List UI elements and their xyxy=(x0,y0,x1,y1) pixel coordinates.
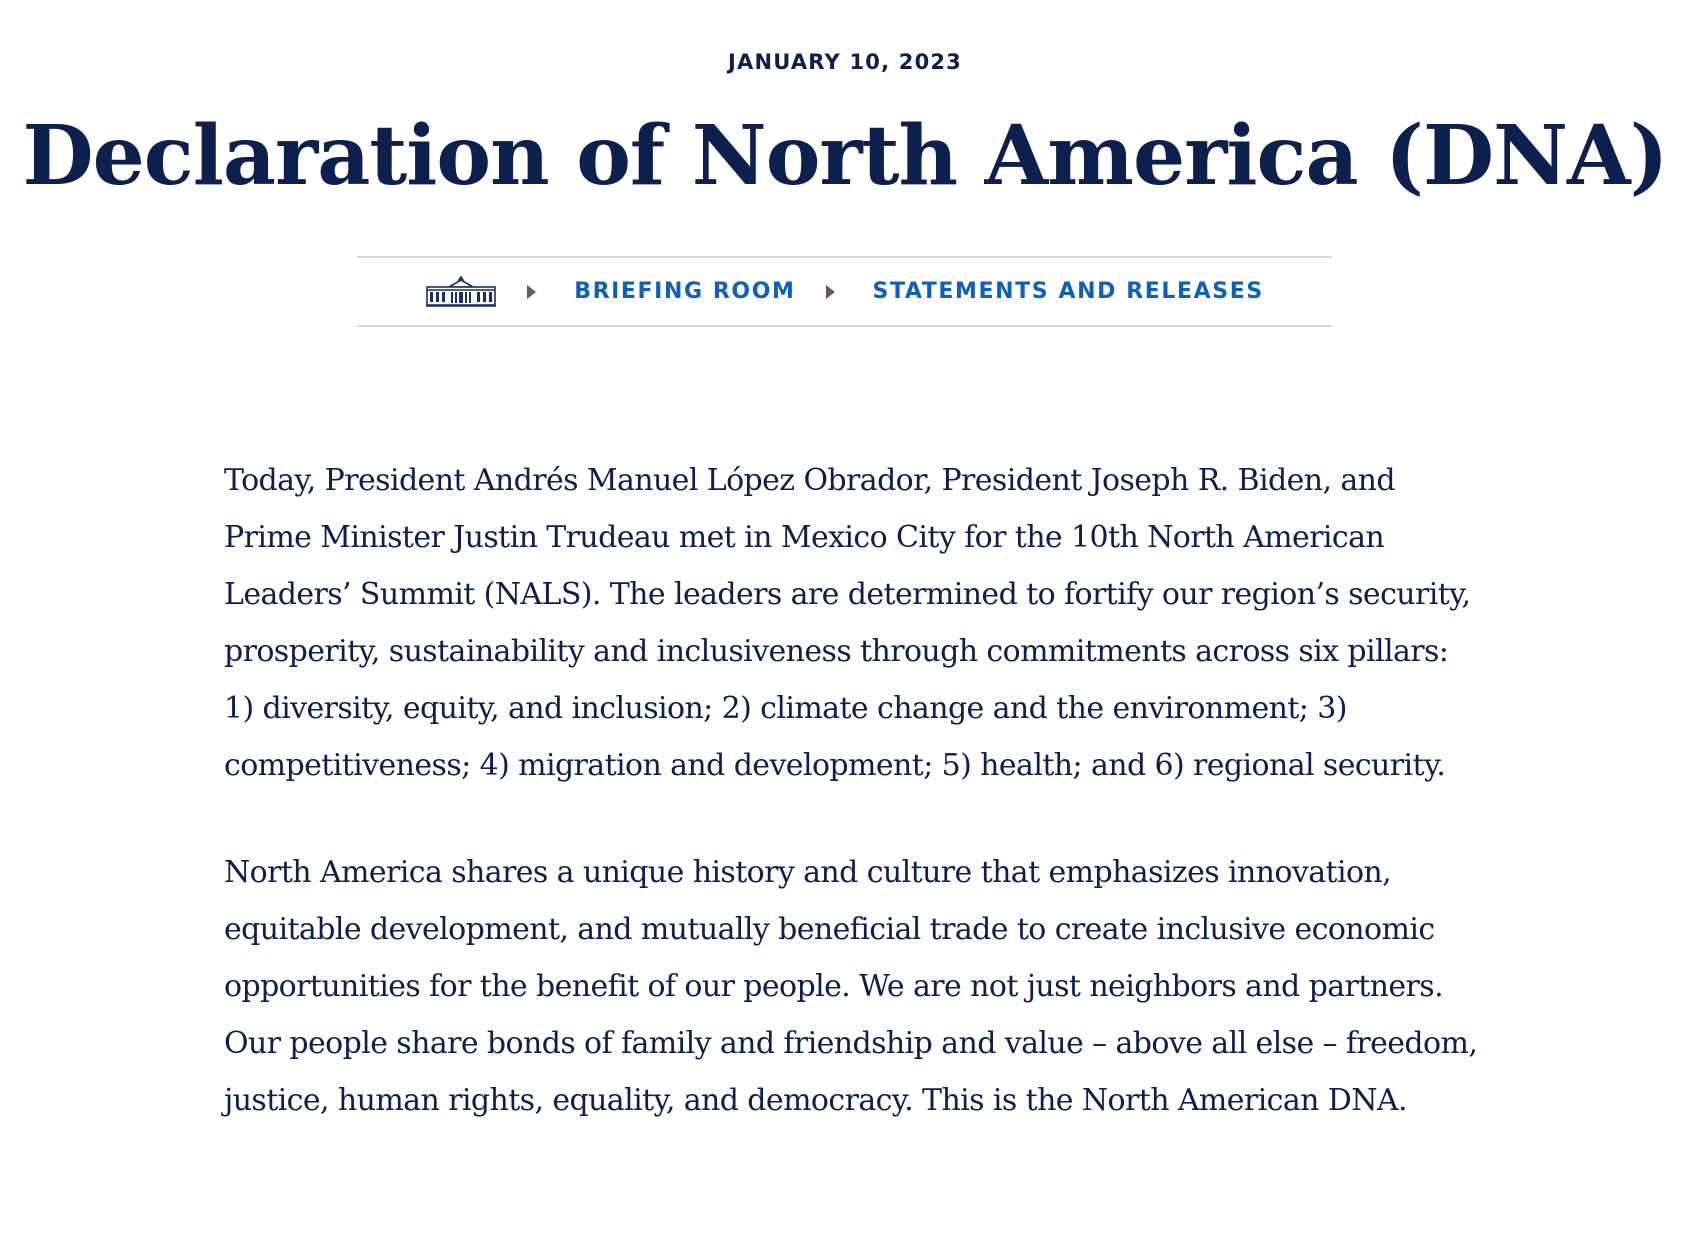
article-title: Declaration of North America (DNA) xyxy=(22,108,1668,204)
article-paragraph: Today, President Andrés Manuel López Obrador, President Joseph R. Biden, and Prime Minister Justin Trudeau met in Mexico City for the 10th North American Leaders’ Summit (NALS). The leaders are determined to fortify our region’s security, prosperity, sustainability and inclusiveness through commitments across six pillars: 1) diversity, equity, and inclusion; 2) climate change and the environment; 3) competitiveness; 4) migration and development; 5) health; and 6) regional security. xyxy=(224,463,1471,783)
breadcrumb-briefing-room[interactable]: BRIEFING ROOM xyxy=(574,279,796,304)
chevron-right-icon xyxy=(527,285,536,299)
article-date: JANUARY 10, 2023 xyxy=(728,50,962,74)
article-paragraph: North America shares a unique history and culture that emphasizes innovation, equitable development, and mutually beneficial trade to create inclusive economic opportunities for the benefit of our people. We are not just neighbors and partners. Our people share bonds of family and friendship and value – above all else – freedom, justice, human rights, equality, and democracy. This is the North American DNA. xyxy=(224,855,1478,1118)
breadcrumb-statements-and-releases[interactable]: STATEMENTS AND RELEASES xyxy=(872,279,1264,304)
article-body xyxy=(224,452,1484,1129)
white-house-icon[interactable] xyxy=(425,275,497,309)
breadcrumb xyxy=(357,256,1332,327)
chevron-right-icon xyxy=(826,285,835,299)
